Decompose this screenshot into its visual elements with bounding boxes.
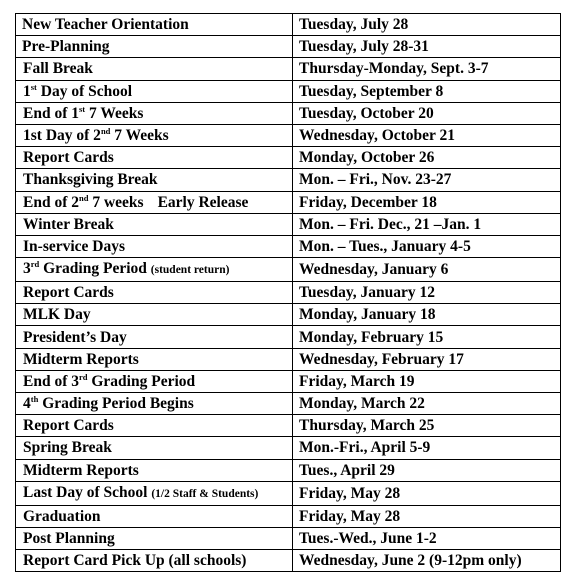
event-cell: Spring Break: [16, 437, 293, 459]
date-cell: Wednesday, February 17: [293, 348, 561, 370]
event-text: 3: [23, 260, 31, 278]
date-cell: Mon.-Fri., April 5-9: [293, 437, 561, 459]
ordinal-suffix: rd: [79, 371, 88, 382]
date-cell: Tuesday, October 20: [293, 102, 561, 124]
event-cell: [16, 258, 293, 282]
date-cell: Friday, May 28: [293, 481, 561, 505]
table-row: [16, 58, 561, 80]
event-text: 7 weeks: [88, 193, 144, 211]
date-cell: Wednesday, October 21: [293, 124, 561, 146]
event-text: End of 3: [23, 372, 79, 390]
table-row: [16, 235, 561, 257]
table-row: [16, 80, 561, 102]
ordinal-suffix: st: [30, 81, 37, 92]
event-cell: [16, 481, 293, 505]
event-cell: [16, 80, 293, 102]
event-text: 7 Weeks: [85, 104, 144, 122]
event-text: End of 1: [23, 104, 79, 122]
event-text: Grading Period: [87, 372, 196, 390]
ordinal-suffix: rd: [30, 258, 40, 269]
date-cell: Wednesday, June 2 (9-12pm only): [293, 550, 561, 572]
ordinal-suffix: st: [79, 103, 86, 114]
table-row: [16, 326, 561, 348]
event-cell: Report Cards: [16, 415, 293, 437]
table-row: [16, 147, 561, 169]
table-row: [16, 124, 561, 146]
event-note: (student return): [150, 264, 230, 277]
table-row: [16, 415, 561, 437]
date-cell: Thursday, March 25: [293, 415, 561, 437]
event-cell: [16, 191, 293, 213]
event-cell: Post Planning: [16, 527, 293, 549]
event-cell: Report Cards: [16, 147, 293, 169]
event-text: Day of School: [36, 82, 133, 100]
event-cell: [16, 124, 293, 146]
table-row: [16, 282, 561, 304]
table-row: [16, 481, 561, 505]
event-cell: Fall Break: [16, 58, 293, 80]
table-row: [16, 258, 561, 282]
date-cell: Monday, January 18: [293, 304, 561, 326]
table-row: [16, 213, 561, 235]
date-cell: Wednesday, January 6: [293, 258, 561, 282]
table-row: [16, 437, 561, 459]
date-cell: Monday, March 22: [293, 393, 561, 415]
event-text: End of 2: [23, 193, 79, 211]
event-cell: Report Cards: [16, 282, 293, 304]
date-cell: Friday, May 28: [293, 505, 561, 527]
table-row: [16, 459, 561, 481]
table-row: [16, 169, 561, 191]
ordinal-suffix: th: [30, 393, 39, 404]
early-release-label: Early Release: [157, 193, 249, 211]
event-cell: MLK Day: [16, 304, 293, 326]
event-cell: [16, 393, 293, 415]
ordinal-suffix: nd: [79, 192, 89, 203]
table-row: [16, 550, 561, 572]
event-text: Grading Period Begins: [38, 395, 194, 413]
event-text: Last Day of School: [23, 483, 152, 501]
event-text: Grading Period: [39, 260, 151, 278]
event-text: 4: [23, 395, 31, 413]
event-cell: Midterm Reports: [16, 348, 293, 370]
event-cell: Thanksgiving Break: [16, 169, 293, 191]
ordinal-suffix: nd: [100, 125, 111, 136]
event-note: (1/2 Staff & Students): [151, 487, 259, 500]
date-cell: Tuesday, January 12: [293, 282, 561, 304]
event-cell: President’s Day: [16, 326, 293, 348]
table-row: [16, 191, 561, 213]
date-cell: Friday, December 18: [293, 191, 561, 213]
event-text: 7 Weeks: [110, 127, 169, 145]
date-cell: Tuesday, July 28-31: [293, 36, 561, 58]
date-cell: Tuesday, July 28: [293, 14, 561, 36]
school-calendar-table: [15, 13, 561, 572]
date-cell: Friday, March 19: [293, 370, 561, 392]
table-row: [16, 370, 561, 392]
date-cell: Mon. – Tues., January 4-5: [293, 235, 561, 257]
date-cell: Monday, February 15: [293, 326, 561, 348]
event-cell: New Teacher Orientation: [16, 14, 293, 36]
date-cell: Mon. – Fri. Dec., 21 –Jan. 1: [293, 213, 561, 235]
event-cell: In-service Days: [16, 235, 293, 257]
table-row: [16, 304, 561, 326]
date-cell: Tues.-Wed., June 1-2: [293, 527, 561, 549]
event-cell: [16, 102, 293, 124]
event-cell: Winter Break: [16, 213, 293, 235]
date-cell: Tuesday, September 8: [293, 80, 561, 102]
table-row: [16, 36, 561, 58]
date-cell: Mon. – Fri., Nov. 23-27: [293, 169, 561, 191]
date-cell: Tues., April 29: [293, 459, 561, 481]
table-row: [16, 14, 561, 36]
event-cell: Graduation: [16, 505, 293, 527]
table-row: [16, 527, 561, 549]
event-text: 1: [23, 82, 31, 100]
event-text: 1st Day of 2: [23, 127, 101, 145]
date-cell: Thursday-Monday, Sept. 3-7: [293, 58, 561, 80]
event-cell: [16, 370, 293, 392]
table-row: [16, 102, 561, 124]
date-cell: Monday, October 26: [293, 147, 561, 169]
table-row: [16, 348, 561, 370]
event-cell: Report Card Pick Up (all schools): [16, 550, 293, 572]
event-cell: Pre-Planning: [16, 36, 293, 58]
table-row: [16, 505, 561, 527]
table-row: [16, 393, 561, 415]
event-cell: Midterm Reports: [16, 459, 293, 481]
